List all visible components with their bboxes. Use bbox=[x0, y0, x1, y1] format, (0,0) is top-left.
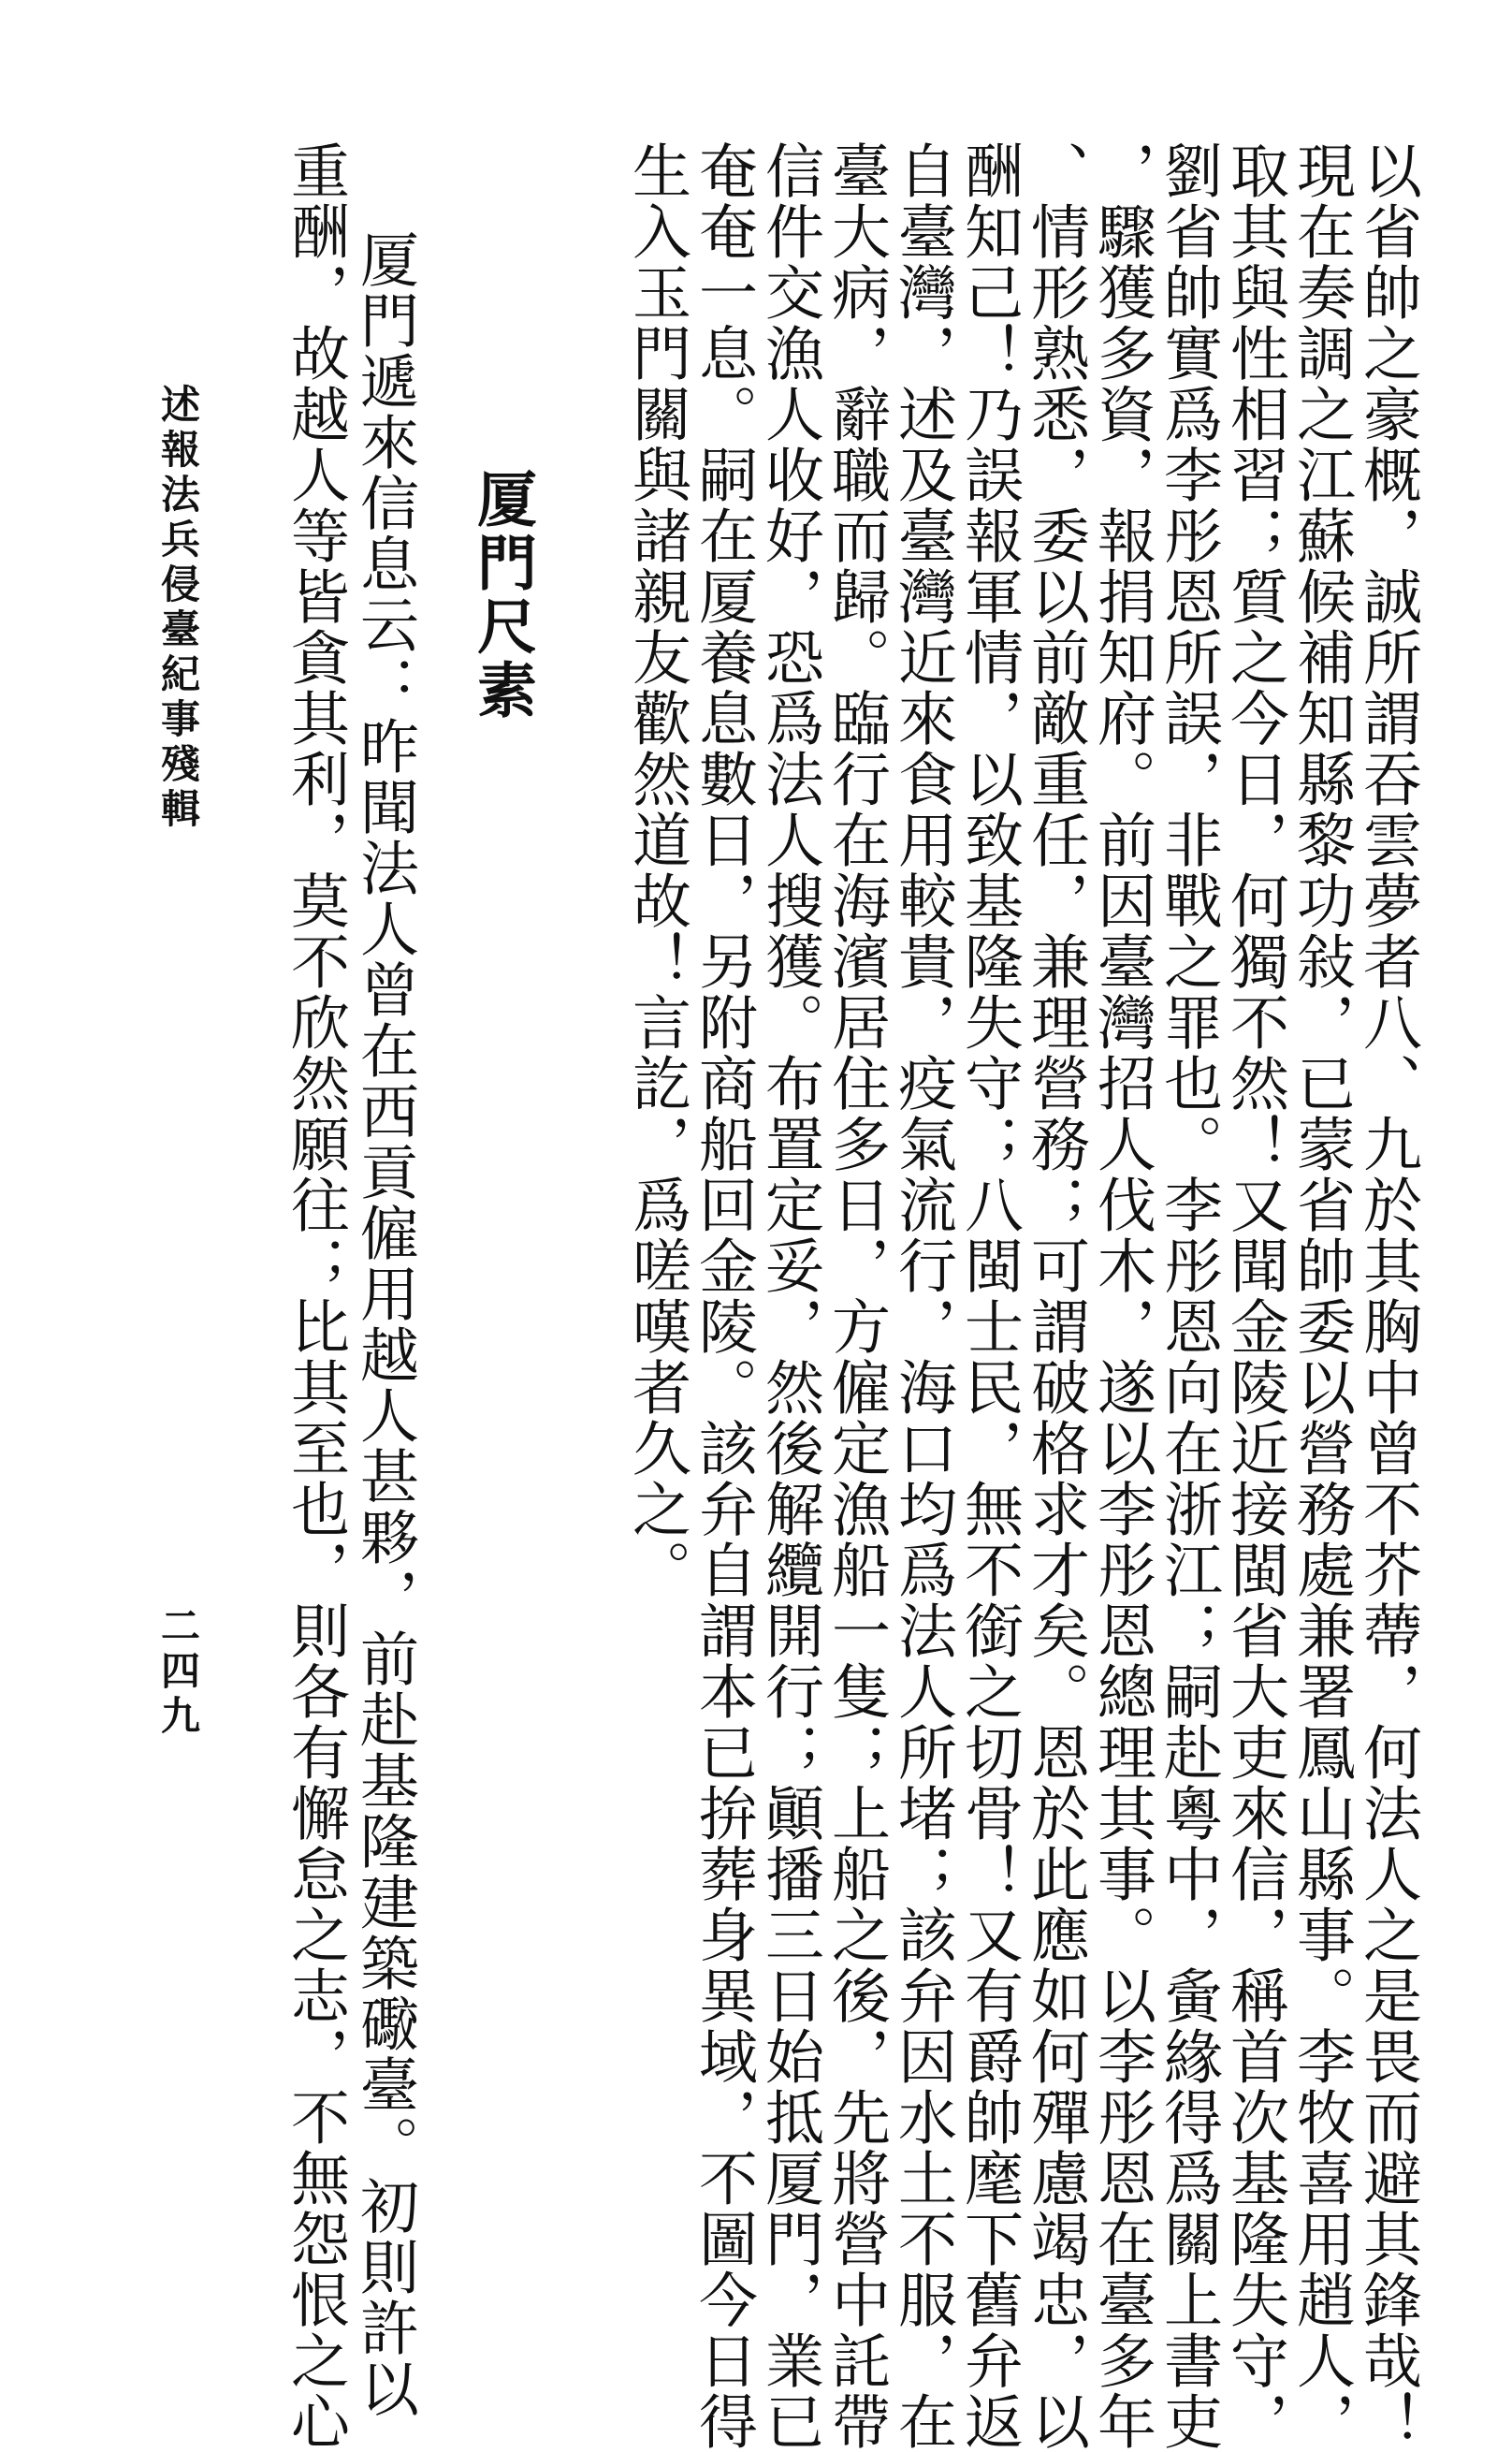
text-column-2: 現在奏調之江蘇候補知縣黎功敍，已蒙省帥委以營務處兼署鳳山縣事。李牧喜用趙人， bbox=[1287, 140, 1356, 2452]
text-column-13: 厦門遞來信息云：昨聞法人曾在西貢僱用越人甚夥，前赴基隆建築礮臺。初則許以 bbox=[351, 229, 419, 2419]
text-column-7: 酬知己！乃誤報軍情，以致基隆失守；八閩士民，無不銜之切骨！又有爵帥麾下舊弁返 bbox=[955, 140, 1024, 2452]
section-heading: 厦門尺素 bbox=[467, 468, 537, 722]
text-column-10: 信件交漁人收好，恐爲法人搜獲。布置定妥，然後解纜開行；顚播三日始抵厦門，業已 bbox=[756, 140, 824, 2452]
text-column-3: 取其與性相習；質之今日，何獨不然！又聞金陵近接閩省大吏來信，稱首次基隆失守， bbox=[1221, 140, 1289, 2452]
text-column-14: 重酬，故越人等皆貪其利，莫不欣然願往；比其至也，則各有懈怠之志，不無怨恨之心 bbox=[282, 140, 350, 2452]
text-column-6: 、情形熟悉，委以前敵重任，兼理營務；可謂破格求才矣。恩於此應如何殫慮竭忠，以 bbox=[1022, 140, 1090, 2452]
text-column-8: 自臺灣，述及臺灣近來食用較貴，疫氣流行，海口均爲法人所堵；該弁因水土不服，在 bbox=[889, 140, 957, 2452]
text-column-5: ，驟獲多資，報捐知府。前因臺灣招人伐木，遂以李彤恩總理其事。以李彤恩在臺多年 bbox=[1088, 140, 1156, 2452]
text-column-4: 劉省帥實爲李彤恩所誤，非戰之罪也。李彤恩向在浙江；嗣赴粵中，夤緣得爲關上書吏 bbox=[1155, 140, 1223, 2452]
text-column-1: 以省帥之豪概，誠所謂吞雲夢者八、九於其胸中曾不芥蔕，何法人之是畏而避其鋒哉！ bbox=[1354, 140, 1422, 2452]
page-number: 二四九 bbox=[155, 1605, 201, 1740]
running-title: 述報法兵侵臺紀事殘輯 bbox=[155, 384, 201, 833]
text-column-9: 臺大病，辭職而歸。臨行在海濱居住多日，方僱定漁船一隻；上船之後，先將營中託帶 bbox=[822, 140, 891, 2452]
text-column-12: 生入玉門關與諸親友歡然道故！言訖，爲嗟嘆者久之。 bbox=[623, 140, 691, 1600]
text-column-11: 奄奄一息。嗣在厦養息數日，另附商船回金陵。該弁自謂本已拚葬身異域，不圖今日得 bbox=[690, 140, 758, 2452]
